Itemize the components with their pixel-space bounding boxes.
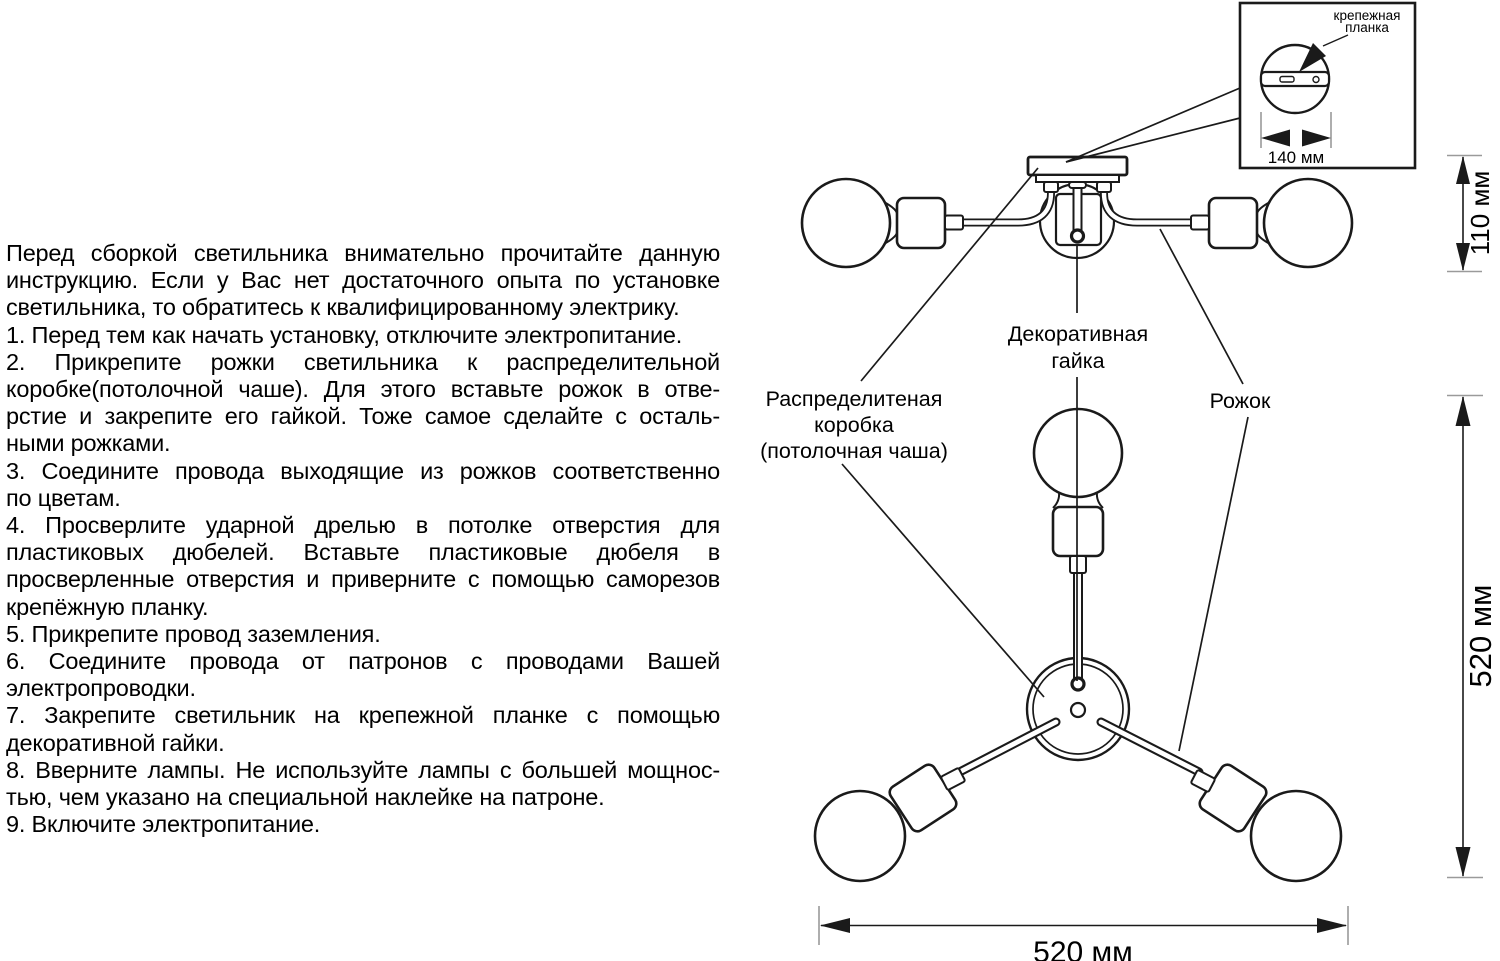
width-dim-arrow-right [1317,918,1347,933]
arm-ferrule-right [1191,216,1209,230]
decorative-nut-bottom [1072,678,1084,690]
bulb-right [1264,179,1352,267]
width-dim-arrow-left [820,918,850,933]
instruction-line: 6. Соедините провода от патронов с проводами Вашей [6,648,720,675]
dimension-canopy-height [1447,156,1495,272]
socket-right [1209,198,1257,248]
plate-nipple-right [1097,182,1111,192]
socket-left [897,198,945,248]
instruction-line: ными рожками. [6,430,171,457]
instruction-line: рстие и закрепите его гайкой. Тоже самое сделайте с осталь- [6,403,720,430]
instruction-line: 4. Просверлите ударной дрелью в потолке отверстия для [6,512,720,539]
instruction-line: тью, чем указано на специальной наклейке на патроне. [6,784,605,811]
strap-hole [1313,77,1319,83]
strap-slot [1280,77,1294,83]
fixture-height-text: 520 мм [1463,584,1498,688]
instruction-line: инструкцию. Если у Вас нет достаточного опыта по установке [6,267,720,294]
strap-label-line2: планка [1345,20,1389,35]
instruction-line: 2. Прикрепите рожки светильника к распределительной [6,348,720,375]
bulb-bottom-right [1251,791,1341,881]
junction-box-leader-top [861,168,1038,381]
instruction-line: электропроводки. [6,675,196,702]
arm-label: Рожок [1209,389,1271,413]
decorative-nut-side [1072,230,1084,242]
central-rod [1074,182,1082,232]
dimension-fixture-height [1447,396,1498,878]
junction-box-label-line1: Распределитеная [765,387,943,411]
instruction-line: крепёжную планку. [6,593,209,620]
plate-stud [1069,182,1086,188]
instruction-line: просверленные отверстия и приверните с помощью саморезов [6,566,720,593]
junction-box-leader-bottom [842,464,1044,697]
rod-bottom-view [1074,573,1082,679]
instruction-line: коробке(потолочной чаше). Для этого вставьте рожок в отве- [6,376,720,403]
instruction-line: 1. Перед тем как начать установку, отключите электропитание. [6,321,683,348]
junction-box-label-line3: (потолочная чаша) [760,439,948,463]
instruction-line: Перед сборкой светильника внимательно прочитайте данную [6,240,720,266]
height-dim-arrow-down [1456,847,1471,877]
instruction-line: 3. Соедините провода выходящие из рожков соответственно [6,457,720,484]
socket-top [1053,507,1103,556]
fixture-width-text: 520 мм [1033,936,1133,961]
inset-dimension-text: 140 мм [1267,148,1325,167]
decorative-nut-label-line1: Декоративная [1007,322,1149,346]
strap-label-line1: крепежная [1333,8,1401,23]
instruction-line: светильника, то обратитесь к квалифицированному электрику. [6,294,680,321]
plate-nipple-left [1044,182,1058,192]
instruction-line: 8. Вверните лампы. Не используйте лампы с большей мощнос- [6,756,720,783]
instruction-line: 5. Прикрепите провод заземления. [6,620,381,647]
bulb-bottom-left [815,791,905,881]
arm-ferrule-left [945,216,963,230]
arm-leader-top [1160,229,1243,384]
height-dim-arrow-up [1456,396,1471,426]
inset-detail [1066,3,1415,168]
bulb-top [1034,409,1122,497]
ceiling-plate-flange [1036,175,1119,182]
hub-center-hole [1071,703,1085,717]
instruction-line: декоративной гайки. [6,729,225,756]
dimension-fixture-width [819,906,1348,961]
ferrule-top [1070,556,1086,573]
canopy-height-text: 110 мм [1465,170,1495,256]
instruction-line: 7. Закрепите светильник на крепежной планке с помощью [6,702,720,729]
bottom-view [815,409,1341,881]
instruction-line: 9. Включите электропитание. [6,811,321,838]
decorative-nut-label-line2: гайка [1051,349,1105,373]
instruction-line: пластиковых дюбелей. Вставьте пластиковые дюбеля в [6,539,720,566]
instruction-line: по цветам. [6,484,121,511]
bulb-left [802,179,890,267]
arm-leader-bottom [1179,417,1248,751]
junction-box-label-line2: коробка [814,413,894,437]
